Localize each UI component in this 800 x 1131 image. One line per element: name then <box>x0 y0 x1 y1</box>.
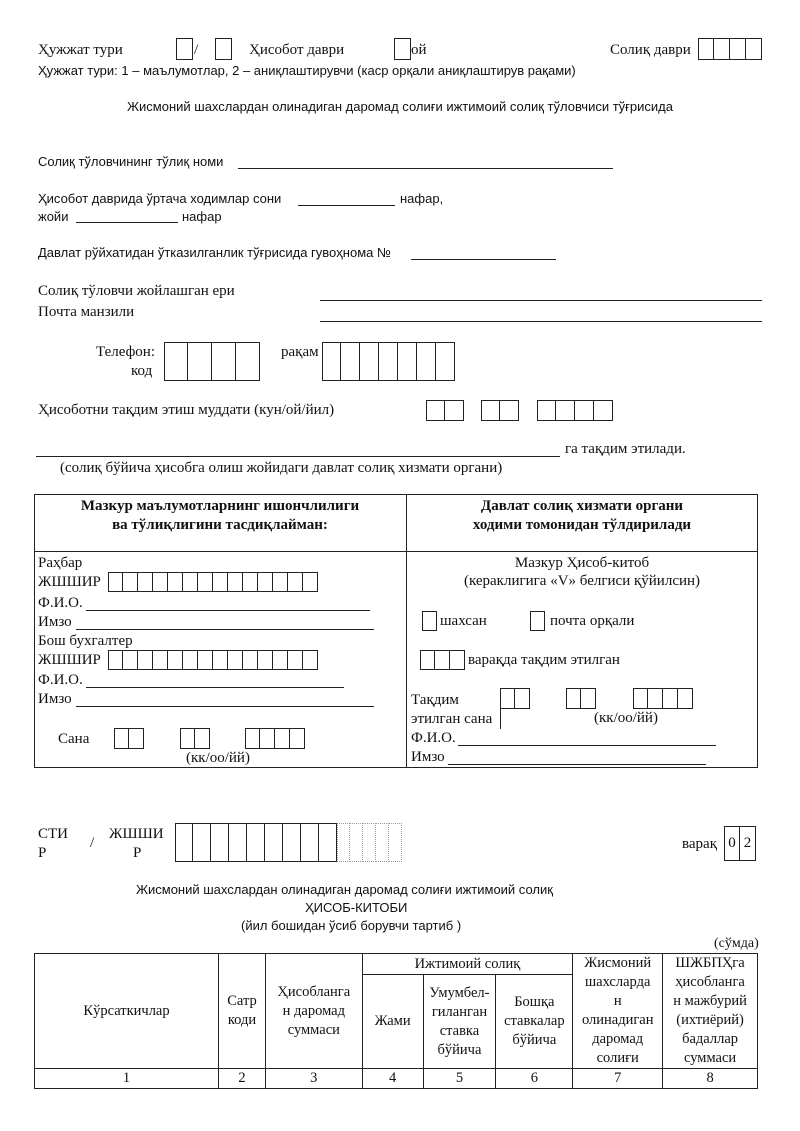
stir-label-1: СТИ <box>38 826 68 842</box>
col-number: 8 <box>663 1069 758 1089</box>
doc-type-label: Ҳужжат тури <box>38 42 123 58</box>
full-name-field[interactable] <box>238 168 613 169</box>
page2-title-2: ҲИСОБ-КИТОБИ <box>305 900 408 915</box>
col-income-l2: н даромад <box>282 1002 345 1019</box>
doc-type-slash: / <box>194 42 199 58</box>
confirmation-header-rule <box>34 551 758 552</box>
column-numbers-row <box>35 1069 758 1089</box>
officer-fio-field[interactable] <box>458 745 716 746</box>
tax-period-cells[interactable] <box>698 38 762 60</box>
pages-count-cells[interactable] <box>420 650 465 670</box>
accountant-signature-field[interactable] <box>76 706 374 707</box>
right-header-1: Давлат солиқ хизмати органи <box>480 498 684 514</box>
col-number: 4 <box>362 1069 423 1089</box>
officer-signature-field[interactable] <box>448 764 706 765</box>
col-line-code <box>219 954 266 1069</box>
social-tax-group: Ижтимоий солиқ <box>362 954 573 975</box>
col7-l2: шахсларда <box>585 974 651 990</box>
women-label: жойи <box>38 209 69 224</box>
col-indicators: Кўрсаткичлар <box>35 954 219 1069</box>
in-person-label: шахсан <box>440 613 487 629</box>
postal-field[interactable] <box>320 321 762 322</box>
col-other-rates <box>496 975 573 1069</box>
left-header-2: ва тўлиқлигини тасдиқлайман: <box>112 517 328 533</box>
head-fio-label: Ф.И.О. <box>38 595 83 611</box>
persons-suffix: нафар, <box>400 191 444 206</box>
persons-suffix-2: нафар <box>182 209 222 224</box>
accountant-fio-field[interactable] <box>86 687 344 688</box>
head-fio-field[interactable] <box>86 610 370 611</box>
phone-code-cells[interactable] <box>164 342 260 381</box>
col6-l3: бўйича <box>512 1032 557 1049</box>
col8-l2: ҳисобланга <box>675 974 745 990</box>
deadline-month-cells[interactable] <box>481 400 519 421</box>
sheet-digit-1: 0 <box>724 826 740 861</box>
col-line-code-l2: коди <box>227 1012 257 1028</box>
date-format: (кк/оо/йй) <box>186 750 250 766</box>
date-day-cells[interactable] <box>114 728 144 749</box>
col7-l4: олинадиган <box>581 1012 654 1028</box>
col7-l1: Жисмоний <box>584 955 652 971</box>
col8-l4: (ихтиёрий) <box>676 1012 744 1028</box>
col5-l3: ставка <box>439 1022 480 1039</box>
right-header-2: ходими томонидан тўлдирилади <box>472 517 692 533</box>
phone-number-cells[interactable] <box>322 342 455 381</box>
col-pension <box>663 954 758 1069</box>
col8-l1: ШЖБПҲга <box>675 955 745 971</box>
stir-slash: / <box>90 835 95 851</box>
col8-l5: бадаллар <box>682 1031 739 1047</box>
phone-label: Телефон: <box>96 344 155 360</box>
report-month-cell[interactable] <box>394 38 411 60</box>
avg-employees-label: Ҳисобот даврида ўртача ходимлар сони <box>38 191 282 206</box>
submitted-date-tick <box>500 709 501 729</box>
col6-l2: ставкалар <box>504 1013 565 1030</box>
accountant-fio-label: Ф.И.О. <box>38 672 83 688</box>
col-number: 2 <box>219 1069 266 1089</box>
tax-period-label: Солиқ даври <box>610 42 691 58</box>
sheet-digit-2: 2 <box>740 826 756 861</box>
col8-l6: суммаси <box>683 1050 737 1066</box>
submitted-date-label-2: этилган сана <box>411 711 493 727</box>
col-number: 3 <box>265 1069 362 1089</box>
postal-label: Почта манзили <box>38 304 135 320</box>
pages-submitted-label: варақда тақдим этилган <box>468 652 620 668</box>
col7-l5: даромад <box>592 1031 644 1047</box>
col7-l6: солиғи <box>596 1050 639 1066</box>
col-number: 1 <box>35 1069 219 1089</box>
jshshir-extra-cells[interactable] <box>337 823 402 862</box>
col8-l3: н мажбурий <box>673 993 747 1009</box>
jshshir-label-1: ЖШШИ <box>109 826 164 842</box>
form-title: Жисмоний шахслардан олинадиган даромад солиғи ижтимоий солиқ тўловчиси тўғрисида <box>127 99 673 114</box>
chief-accountant-label: Бош бухгалтер <box>38 633 133 649</box>
date-year-cells[interactable] <box>245 728 305 749</box>
head-signature-field[interactable] <box>76 629 374 630</box>
location-field[interactable] <box>320 300 762 301</box>
deadline-day-cells[interactable] <box>426 400 464 421</box>
submitted-year-cells[interactable] <box>633 688 693 709</box>
sheet-label: варақ <box>682 836 717 852</box>
doc-type-cell[interactable] <box>176 38 193 60</box>
page2-title-3: (йил бошидан ўсиб борувчи тартиб ) <box>241 918 462 933</box>
deadline-year-cells[interactable] <box>537 400 613 421</box>
by-mail-label: почта орқали <box>550 613 635 629</box>
report-period-label: Ҳисобот даври <box>249 42 345 58</box>
date-month-cells[interactable] <box>180 728 210 749</box>
head-pinfl-cells[interactable] <box>108 572 318 592</box>
col-line-code-l1: Сатр <box>227 993 257 1009</box>
doc-type-note: Ҳужжат тури: 1 – маълумотлар, 2 – аниқлаштирувчи (каср орқали аниқлаштирув рақами) <box>38 63 576 78</box>
stir-cells[interactable] <box>175 823 337 862</box>
submitted-date-format: (кк/оо/йй) <box>594 710 658 726</box>
officer-fio-label: Ф.И.О. <box>411 730 456 746</box>
deadline-label: Ҳисоботни тақдим этиш муддати (кун/ой/йил) <box>38 402 335 418</box>
full-name-label: Солиқ тўловчининг тўлиқ номи <box>38 154 224 169</box>
col-number: 5 <box>423 1069 496 1089</box>
book-note: (кераклигига «V» белгиси қўйилсин) <box>463 573 701 589</box>
left-header-1: Мазкур маълумотларнинг ишончлилиги <box>80 498 360 514</box>
accountant-pinfl-cells[interactable] <box>108 650 318 670</box>
col-income <box>265 954 362 1069</box>
col-income-l3: суммаси <box>287 1021 340 1038</box>
code-label: код <box>131 363 153 379</box>
by-mail-checkbox[interactable] <box>530 611 545 631</box>
submitted-month-cells[interactable] <box>566 688 596 709</box>
col5-l2: гиланган <box>431 1003 488 1020</box>
submitted-day-cells[interactable] <box>500 688 530 709</box>
location-label: Солиқ тўловчи жойлашган ери <box>38 283 235 299</box>
accountant-pinfl-label: ЖШШИР <box>38 652 101 668</box>
head-signature-label: Имзо <box>38 614 72 630</box>
women-field[interactable] <box>76 222 178 223</box>
avg-employees-field[interactable] <box>298 205 395 206</box>
stir-label-2: Р <box>38 845 47 861</box>
col7-l3: н <box>613 993 622 1009</box>
doc-type-correction-cell[interactable] <box>215 38 232 60</box>
accountant-signature-label: Имзо <box>38 691 72 707</box>
book-title: Мазкур Ҳисоб-китоб <box>514 555 650 571</box>
month-suffix: ой <box>411 42 427 58</box>
col-general-rate <box>423 975 496 1069</box>
head-label: Раҳбар <box>38 555 83 571</box>
sheet-number-cells <box>724 826 756 861</box>
number-label: рақам <box>281 344 319 360</box>
col-income-l1: Ҳисобланга <box>277 983 351 1000</box>
col-number: 6 <box>496 1069 573 1089</box>
col6-l1: Бошқа <box>514 994 555 1011</box>
jshshir-label-2: Р <box>133 845 142 861</box>
head-pinfl-label: ЖШШИР <box>38 574 101 590</box>
in-person-checkbox[interactable] <box>422 611 437 631</box>
tax-authority-field[interactable] <box>36 456 560 457</box>
registration-field[interactable] <box>411 259 556 260</box>
col5-l1: Умумбел- <box>429 984 490 1001</box>
col-personal-tax <box>573 954 663 1069</box>
page2-title-1: Жисмоний шахслардан олинадиган даромад солиғи ижтимоий солиқ <box>136 882 553 897</box>
registration-label: Давлат рўйхатидан ўтказилганлик тўғрисида гувоҳнома № <box>38 245 391 260</box>
submitted-date-label-1: Тақдим <box>411 692 459 708</box>
unit-label: (сўмда) <box>714 936 759 951</box>
confirmation-divider <box>406 494 407 768</box>
authority-note: (солиқ бўйича ҳисобга олиш жойидаги давлат солиқ хизмати органи) <box>60 460 503 476</box>
submitted-to-label: га тақдим этилади. <box>565 441 686 457</box>
col-number: 7 <box>573 1069 663 1089</box>
officer-signature-label: Имзо <box>411 749 445 765</box>
col5-l4: бўйича <box>437 1041 482 1058</box>
col-total: Жами <box>362 975 423 1069</box>
date-label: Сана <box>58 731 90 747</box>
report-table <box>34 953 758 1089</box>
